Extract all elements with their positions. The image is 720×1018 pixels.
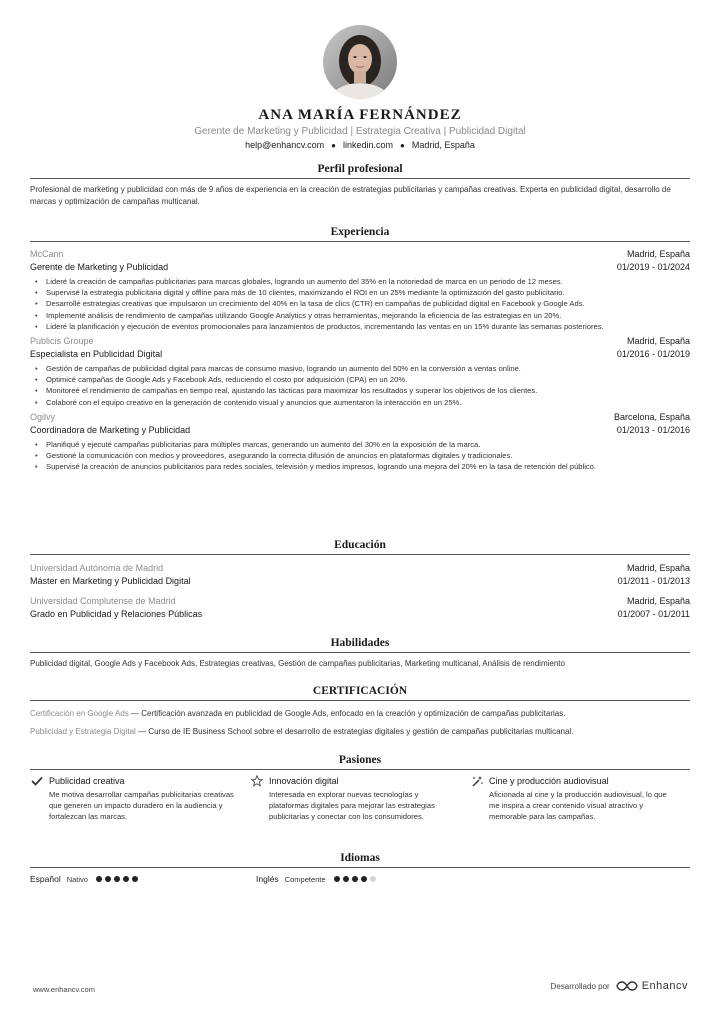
skills-section (30, 637, 690, 670)
company-name: Publicis Groupe (30, 336, 94, 347)
job-location: Barcelona, España (613, 411, 690, 422)
job-location: Madrid, España (626, 336, 690, 347)
bullet-item: • Lideré la planificación y ejecución de eventos promocionales para lanzamientos de productos, incrementando las ventas en un 15% durante las semanas posteriores. (34, 321, 690, 332)
location-text: Madrid, España (411, 140, 475, 150)
rating-dot-filled (352, 876, 358, 882)
certification-name: Publicidad y Estrategia Digital (30, 727, 136, 736)
rating-dot-filled (343, 876, 349, 882)
school-name: Universidad Autónoma de Madrid (30, 563, 164, 573)
job-entry (30, 335, 690, 408)
languages-section (30, 852, 690, 884)
degree-name: Máster en Marketing y Publicidad Digital (30, 576, 191, 586)
education-dates: 01/2007 - 01/2011 (617, 609, 690, 619)
check-icon (30, 775, 44, 787)
experience-section (30, 226, 690, 475)
job-role: Coordinadora de Marketing y Publicidad (30, 424, 191, 435)
section-title: Pasiones (30, 754, 690, 770)
magic-wand-icon (470, 775, 484, 787)
certification-desc: Curso de IE Business School sobre el desarrollo de estrategias digitales y gestión de campañas publicitarias multicanal. (148, 727, 574, 736)
bullet-item: • Colaboré con el equipo creativo en la generación de contenido visual y anuncios que aumentaron la interacción en un 25%. (34, 397, 690, 408)
passion-desc: Interesada en explorar nuevas tecnologías y plataformas digitales para mejorar las estrategias publicitarias y conectar con los consumidores. (269, 790, 435, 821)
footer-website[interactable]: www.enhancv.com (33, 985, 95, 994)
bullet-item: • Implementé análisis de rendimiento de campañas utilizando Google Analytics y otras herramientas, mejorando la eficiencia de las estrategias en un 20%. (34, 310, 690, 321)
rating-dot-filled (123, 876, 129, 882)
bullet-item: • Monitoreé el rendimiento de campañas en tiempo real, ajustando las tácticas para maximizar los resultados y superar los objetivos de los clientes. (34, 385, 690, 396)
bullet-item: • Optimicé campañas de Google Ads y Facebook Ads, reduciendo el costo por adquisición (CPA) en un 20%. (34, 374, 690, 385)
company-name: Ogilvy (30, 411, 56, 422)
bullet-item: • Gestioné la comunicación con medios y proveedores, asegurando la correcta difusión de anuncios en plataformas digitales y tradicionales. (34, 450, 690, 461)
bullet-item: • Supervisé la creación de anuncios publicitarios para redes sociales, televisión y medios impresos, logrando una mejora del 20% en la tasa de retención del público. (34, 461, 690, 472)
education-entry (30, 595, 690, 621)
job-entry (30, 411, 690, 473)
passion-desc: Aficionada al cine y la producción audiovisual, lo que me inspira a crear contenido visual atractivo y memorable para las campañas. (489, 790, 667, 821)
job-role: Gerente de Marketing y Publicidad (30, 262, 169, 272)
passion-name: Cine y producción audiovisual (489, 776, 609, 786)
job-dates: 01/2013 - 01/2016 (616, 424, 690, 435)
profile-section (30, 163, 690, 207)
contact-line (0, 140, 720, 150)
passion-item (30, 775, 250, 822)
section-title: CERTIFICACIÓN (30, 685, 690, 701)
profile-text: Profesional de marketing y publicidad con más de 9 años de experiencia en la creación de estrategias publicitarias y campañas creativas. Experta en publicidad digital, desarrollo de marcas y optimización de campañas multicanal. (30, 185, 671, 206)
job-dates: 01/2019 - 01/2024 (616, 262, 690, 272)
education-entry (30, 562, 690, 588)
rating-dot-filled (334, 876, 340, 882)
candidate-name: ANA MARÍA FERNÁNDEZ (258, 107, 462, 123)
certification-section (30, 685, 690, 744)
job-location: Madrid, España (626, 249, 690, 259)
language-item (256, 874, 482, 884)
bullet-item: • Lideré la creación de campañas publicitarias para marcas globales, logrando un aumento del 35% en la notoriedad de marca en un periodo de 12 meses. (34, 276, 690, 287)
certification-entry (30, 708, 690, 719)
school-location: Madrid, España (626, 563, 690, 573)
passion-name: Publicidad creativa (49, 776, 125, 786)
school-location: Madrid, España (626, 596, 690, 606)
passions-section (30, 754, 690, 822)
rating-dot-filled (105, 876, 111, 882)
powered-by-text: Desarrollado por (550, 981, 610, 991)
language-level: Nativo (66, 874, 88, 884)
school-name: Universidad Complutense de Madrid (30, 596, 176, 606)
language-rating (96, 876, 141, 882)
rating-dot-empty (370, 876, 376, 882)
language-name: Inglés (256, 874, 279, 884)
passion-desc: Me motiva desarrollar campañas publicitarias creativas que generen un impacto duradero en la audiencia y fortalezcan las marcas. (49, 790, 234, 821)
certification-entry (30, 726, 690, 737)
language-item (30, 874, 256, 884)
bullet-item: • Supervisé la estrategia publicitaria digital y offline para más de 10 clientes, maximizando el ROI en un 25% mediante la optimización del gasto publicitario. (34, 287, 690, 298)
footer-branding (551, 980, 688, 992)
rating-dot-filled (96, 876, 102, 882)
bullet-item: • Desarrollé estrategias creativas que impulsaron un crecimiento del 40% en la tasa de clics (CTR) en campañas de publicidad digital en Facebook y Google Ads. (34, 298, 690, 309)
language-name: Español (30, 874, 61, 884)
profile-photo (323, 25, 397, 99)
job-bullets (30, 276, 690, 332)
certification-name: Certificación en Google Ads (30, 709, 129, 718)
brand-name[interactable]: Enhancv (641, 980, 688, 992)
star-icon (250, 775, 264, 787)
certification-separator: — (135, 727, 149, 736)
bullet-item: • Gestión de campañas de publicidad digital para marcas de consumo masivo, logrando un aumento del 50% en la conversión a ventas online. (34, 363, 690, 374)
language-rating (334, 876, 379, 882)
skills-text: Publicidad digital, Google Ads y Facebook Ads, Estrategias creativas, Gestión de campañas publicitarias, Marketing multicanal, Análisis de rendimiento (30, 659, 565, 668)
enhancv-logo-icon (616, 980, 638, 992)
job-bullets (30, 363, 690, 408)
degree-name: Grado en Publicidad y Relaciones Públicas (30, 609, 203, 619)
section-title: Perfil profesional (30, 163, 690, 179)
section-title: Experiencia (30, 226, 690, 242)
section-title: Educación (30, 539, 690, 555)
job-dates: 01/2016 - 01/2019 (616, 349, 690, 360)
passion-item (250, 775, 470, 822)
rating-dot-filled (114, 876, 120, 882)
bullet-item: • Planifiqué y ejecuté campañas publicitarias para múltiples marcas, generando un aumento del 30% en la exposición de la marca. (34, 439, 690, 450)
email-text[interactable]: help@enhancv.com (245, 140, 325, 150)
passion-item (470, 775, 690, 822)
candidate-headline: Gerente de Marketing y Publicidad | Estrategia Creativa | Publicidad Digital (194, 126, 526, 137)
rating-dot-filled (361, 876, 367, 882)
certification-desc: Certificación avanzada en publicidad de Google Ads, enfocado en la creación y optimización de campañas publicitarias. (141, 709, 566, 718)
language-level: Competente (284, 874, 326, 884)
rating-dot-filled (132, 876, 138, 882)
job-role: Especialista en Publicidad Digital (30, 349, 163, 360)
certification-separator: — (128, 709, 142, 718)
separator-dot: ● (400, 141, 405, 150)
education-section (30, 539, 690, 621)
separator-dot: ● (331, 141, 336, 150)
passion-name: Innovación digital (269, 776, 339, 786)
job-bullets (30, 439, 690, 473)
section-title: Idiomas (30, 852, 690, 868)
job-entry (30, 248, 690, 332)
linkedin-text[interactable]: linkedin.com (342, 140, 393, 150)
education-dates: 01/2011 - 01/2013 (617, 576, 690, 586)
company-name: McCann (30, 249, 64, 259)
section-title: Habilidades (30, 637, 690, 653)
